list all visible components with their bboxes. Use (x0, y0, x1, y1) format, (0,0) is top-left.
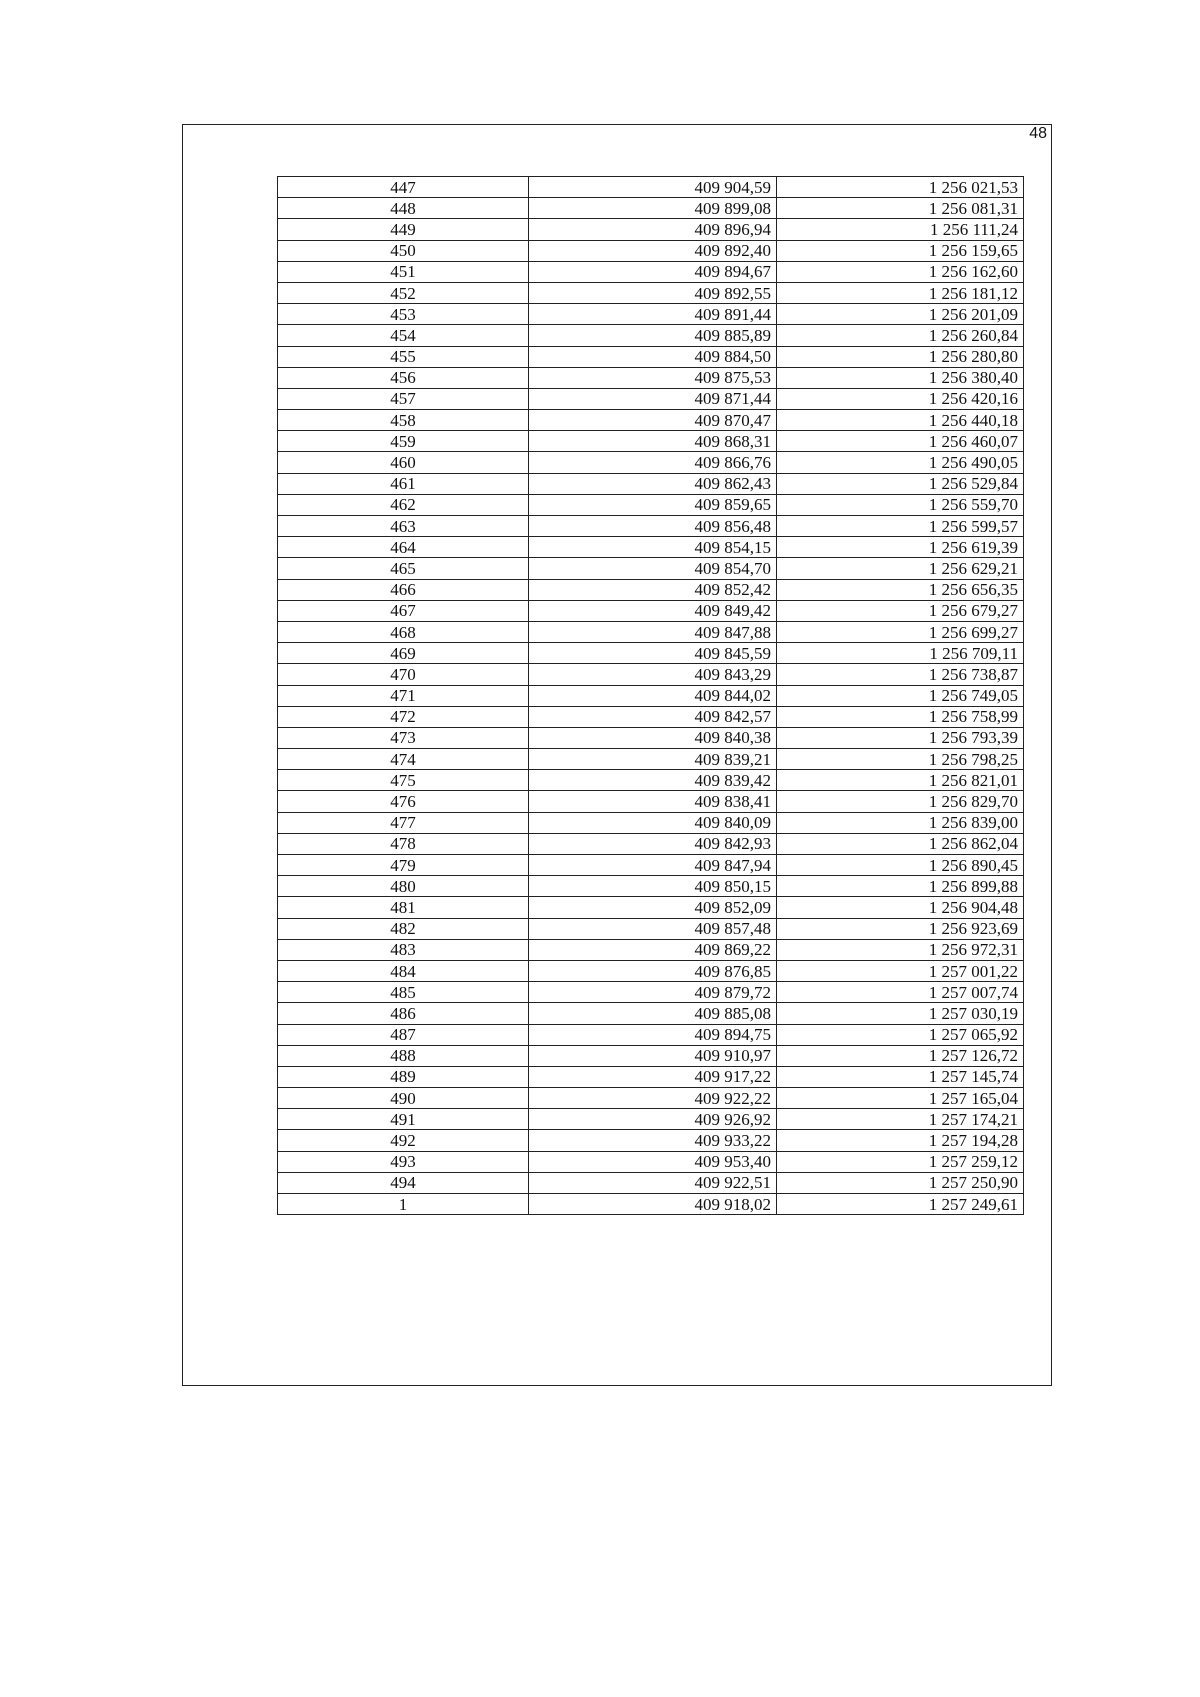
table-row (278, 664, 1024, 685)
x-coordinate-cell: 409 838,41 (529, 791, 777, 812)
y-coordinate-cell: 1 257 250,90 (777, 1172, 1024, 1193)
table-row (278, 791, 1024, 812)
x-coordinate-cell: 409 891,44 (529, 304, 777, 325)
point-number-cell: 457 (278, 388, 529, 409)
point-number-cell: 476 (278, 791, 529, 812)
x-coordinate-cell: 409 953,40 (529, 1151, 777, 1172)
y-coordinate-cell: 1 256 709,11 (777, 643, 1024, 664)
y-coordinate-cell: 1 256 629,21 (777, 558, 1024, 579)
table-row (278, 685, 1024, 706)
table-row (278, 939, 1024, 960)
point-number-cell: 447 (278, 177, 529, 198)
table-row (278, 240, 1024, 261)
point-number-cell: 469 (278, 643, 529, 664)
table-row (278, 1151, 1024, 1172)
y-coordinate-cell: 1 256 021,53 (777, 177, 1024, 198)
point-number-cell: 473 (278, 727, 529, 748)
point-number-cell: 459 (278, 431, 529, 452)
point-number-cell: 479 (278, 855, 529, 876)
point-number-cell: 1 (278, 1194, 529, 1215)
table-row (278, 918, 1024, 939)
y-coordinate-cell: 1 256 839,00 (777, 812, 1024, 833)
point-number-cell: 478 (278, 833, 529, 854)
point-number-cell: 464 (278, 537, 529, 558)
table-row (278, 198, 1024, 219)
y-coordinate-cell: 1 256 679,27 (777, 600, 1024, 621)
point-number-cell: 493 (278, 1151, 529, 1172)
table-row (278, 1109, 1024, 1130)
point-number-cell: 490 (278, 1088, 529, 1109)
y-coordinate-cell: 1 257 145,74 (777, 1066, 1024, 1087)
y-coordinate-cell: 1 256 201,09 (777, 304, 1024, 325)
x-coordinate-cell: 409 910,97 (529, 1045, 777, 1066)
table-row (278, 367, 1024, 388)
point-number-cell: 456 (278, 367, 529, 388)
y-coordinate-cell: 1 257 249,61 (777, 1194, 1024, 1215)
table-row (278, 833, 1024, 854)
y-coordinate-cell: 1 257 065,92 (777, 1024, 1024, 1045)
point-number-cell: 466 (278, 579, 529, 600)
table-row (278, 261, 1024, 282)
y-coordinate-cell: 1 256 619,39 (777, 537, 1024, 558)
x-coordinate-cell: 409 879,72 (529, 982, 777, 1003)
x-coordinate-cell: 409 840,09 (529, 812, 777, 833)
table-row (278, 473, 1024, 494)
y-coordinate-cell: 1 256 529,84 (777, 473, 1024, 494)
table-row (278, 537, 1024, 558)
y-coordinate-cell: 1 257 259,12 (777, 1151, 1024, 1172)
y-coordinate-cell: 1 256 904,48 (777, 897, 1024, 918)
table-row (278, 282, 1024, 303)
table-row (278, 388, 1024, 409)
y-coordinate-cell: 1 256 829,70 (777, 791, 1024, 812)
point-number-cell: 486 (278, 1003, 529, 1024)
point-number-cell: 454 (278, 325, 529, 346)
point-number-cell: 489 (278, 1066, 529, 1087)
x-coordinate-cell: 409 854,70 (529, 558, 777, 579)
x-coordinate-cell: 409 856,48 (529, 516, 777, 537)
y-coordinate-cell: 1 257 174,21 (777, 1109, 1024, 1130)
x-coordinate-cell: 409 866,76 (529, 452, 777, 473)
point-number-cell: 449 (278, 219, 529, 240)
point-number-cell: 474 (278, 749, 529, 770)
point-number-cell: 465 (278, 558, 529, 579)
table-row (278, 643, 1024, 664)
point-number-cell: 458 (278, 410, 529, 431)
point-number-cell: 470 (278, 664, 529, 685)
x-coordinate-cell: 409 862,43 (529, 473, 777, 494)
point-number-cell: 471 (278, 685, 529, 706)
table-row (278, 516, 1024, 537)
x-coordinate-cell: 409 933,22 (529, 1130, 777, 1151)
point-number-cell: 448 (278, 198, 529, 219)
point-number-cell: 492 (278, 1130, 529, 1151)
x-coordinate-cell: 409 843,29 (529, 664, 777, 685)
x-coordinate-cell: 409 904,59 (529, 177, 777, 198)
table-row (278, 346, 1024, 367)
point-number-cell: 484 (278, 960, 529, 981)
y-coordinate-cell: 1 256 656,35 (777, 579, 1024, 600)
y-coordinate-cell: 1 256 890,45 (777, 855, 1024, 876)
x-coordinate-cell: 409 839,21 (529, 749, 777, 770)
y-coordinate-cell: 1 257 001,22 (777, 960, 1024, 981)
table-row (278, 727, 1024, 748)
x-coordinate-cell: 409 876,85 (529, 960, 777, 981)
table-row (278, 1194, 1024, 1215)
table-row (278, 1003, 1024, 1024)
table-row (278, 982, 1024, 1003)
point-number-cell: 475 (278, 770, 529, 791)
table-row (278, 749, 1024, 770)
table-row (278, 706, 1024, 727)
coordinates-table (277, 176, 1024, 1215)
y-coordinate-cell: 1 256 111,24 (777, 219, 1024, 240)
y-coordinate-cell: 1 257 165,04 (777, 1088, 1024, 1109)
x-coordinate-cell: 409 871,44 (529, 388, 777, 409)
y-coordinate-cell: 1 256 280,80 (777, 346, 1024, 367)
x-coordinate-cell: 409 842,93 (529, 833, 777, 854)
y-coordinate-cell: 1 256 181,12 (777, 282, 1024, 303)
table-row (278, 960, 1024, 981)
y-coordinate-cell: 1 256 380,40 (777, 367, 1024, 388)
x-coordinate-cell: 409 857,48 (529, 918, 777, 939)
point-number-cell: 482 (278, 918, 529, 939)
x-coordinate-cell: 409 917,22 (529, 1066, 777, 1087)
y-coordinate-cell: 1 256 793,39 (777, 727, 1024, 748)
y-coordinate-cell: 1 256 559,70 (777, 494, 1024, 515)
table-row (278, 855, 1024, 876)
table-row (278, 1024, 1024, 1045)
y-coordinate-cell: 1 256 749,05 (777, 685, 1024, 706)
x-coordinate-cell: 409 850,15 (529, 876, 777, 897)
y-coordinate-cell: 1 256 862,04 (777, 833, 1024, 854)
point-number-cell: 467 (278, 600, 529, 621)
x-coordinate-cell: 409 847,94 (529, 855, 777, 876)
y-coordinate-cell: 1 256 738,87 (777, 664, 1024, 685)
page-number: 48 (1029, 125, 1047, 142)
x-coordinate-cell: 409 875,53 (529, 367, 777, 388)
table-row (278, 812, 1024, 833)
y-coordinate-cell: 1 256 923,69 (777, 918, 1024, 939)
table-row (278, 219, 1024, 240)
table-row (278, 1045, 1024, 1066)
point-number-cell: 453 (278, 304, 529, 325)
x-coordinate-cell: 409 842,57 (529, 706, 777, 727)
table-row (278, 410, 1024, 431)
y-coordinate-cell: 1 256 420,16 (777, 388, 1024, 409)
y-coordinate-cell: 1 257 030,19 (777, 1003, 1024, 1024)
table-row (278, 304, 1024, 325)
table-row (278, 325, 1024, 346)
table-row (278, 431, 1024, 452)
x-coordinate-cell: 409 852,42 (529, 579, 777, 600)
coordinates-table-body (278, 177, 1024, 1215)
point-number-cell: 494 (278, 1172, 529, 1193)
x-coordinate-cell: 409 840,38 (529, 727, 777, 748)
table-row (278, 897, 1024, 918)
x-coordinate-cell: 409 869,22 (529, 939, 777, 960)
table-row (278, 1130, 1024, 1151)
point-number-cell: 463 (278, 516, 529, 537)
y-coordinate-cell: 1 256 599,57 (777, 516, 1024, 537)
point-number-cell: 488 (278, 1045, 529, 1066)
y-coordinate-cell: 1 256 972,31 (777, 939, 1024, 960)
x-coordinate-cell: 409 922,22 (529, 1088, 777, 1109)
point-number-cell: 461 (278, 473, 529, 494)
table-row (278, 1088, 1024, 1109)
y-coordinate-cell: 1 256 798,25 (777, 749, 1024, 770)
y-coordinate-cell: 1 257 007,74 (777, 982, 1024, 1003)
table-row (278, 1066, 1024, 1087)
point-number-cell: 451 (278, 261, 529, 282)
point-number-cell: 472 (278, 706, 529, 727)
y-coordinate-cell: 1 256 490,05 (777, 452, 1024, 473)
y-coordinate-cell: 1 256 899,88 (777, 876, 1024, 897)
x-coordinate-cell: 409 896,94 (529, 219, 777, 240)
point-number-cell: 462 (278, 494, 529, 515)
point-number-cell: 481 (278, 897, 529, 918)
x-coordinate-cell: 409 885,89 (529, 325, 777, 346)
x-coordinate-cell: 409 884,50 (529, 346, 777, 367)
x-coordinate-cell: 409 859,65 (529, 494, 777, 515)
table-row (278, 452, 1024, 473)
table-row (278, 600, 1024, 621)
x-coordinate-cell: 409 845,59 (529, 643, 777, 664)
table-row (278, 558, 1024, 579)
x-coordinate-cell: 409 849,42 (529, 600, 777, 621)
x-coordinate-cell: 409 852,09 (529, 897, 777, 918)
y-coordinate-cell: 1 256 699,27 (777, 621, 1024, 642)
y-coordinate-cell: 1 256 758,99 (777, 706, 1024, 727)
table-row (278, 770, 1024, 791)
x-coordinate-cell: 409 926,92 (529, 1109, 777, 1130)
y-coordinate-cell: 1 256 821,01 (777, 770, 1024, 791)
point-number-cell: 450 (278, 240, 529, 261)
table-row (278, 1172, 1024, 1193)
y-coordinate-cell: 1 257 194,28 (777, 1130, 1024, 1151)
point-number-cell: 491 (278, 1109, 529, 1130)
table-row (278, 876, 1024, 897)
x-coordinate-cell: 409 854,15 (529, 537, 777, 558)
y-coordinate-cell: 1 256 159,65 (777, 240, 1024, 261)
y-coordinate-cell: 1 256 260,84 (777, 325, 1024, 346)
x-coordinate-cell: 409 894,67 (529, 261, 777, 282)
point-number-cell: 480 (278, 876, 529, 897)
table-row (278, 579, 1024, 600)
x-coordinate-cell: 409 885,08 (529, 1003, 777, 1024)
point-number-cell: 468 (278, 621, 529, 642)
y-coordinate-cell: 1 256 440,18 (777, 410, 1024, 431)
x-coordinate-cell: 409 894,75 (529, 1024, 777, 1045)
x-coordinate-cell: 409 892,55 (529, 282, 777, 303)
x-coordinate-cell: 409 847,88 (529, 621, 777, 642)
point-number-cell: 455 (278, 346, 529, 367)
y-coordinate-cell: 1 256 081,31 (777, 198, 1024, 219)
table-row (278, 177, 1024, 198)
point-number-cell: 452 (278, 282, 529, 303)
x-coordinate-cell: 409 892,40 (529, 240, 777, 261)
x-coordinate-cell: 409 844,02 (529, 685, 777, 706)
y-coordinate-cell: 1 256 162,60 (777, 261, 1024, 282)
x-coordinate-cell: 409 868,31 (529, 431, 777, 452)
x-coordinate-cell: 409 922,51 (529, 1172, 777, 1193)
point-number-cell: 487 (278, 1024, 529, 1045)
point-number-cell: 485 (278, 982, 529, 1003)
x-coordinate-cell: 409 870,47 (529, 410, 777, 431)
table-row (278, 494, 1024, 515)
point-number-cell: 460 (278, 452, 529, 473)
table-row (278, 621, 1024, 642)
point-number-cell: 483 (278, 939, 529, 960)
x-coordinate-cell: 409 899,08 (529, 198, 777, 219)
point-number-cell: 477 (278, 812, 529, 833)
x-coordinate-cell: 409 918,02 (529, 1194, 777, 1215)
y-coordinate-cell: 1 257 126,72 (777, 1045, 1024, 1066)
y-coordinate-cell: 1 256 460,07 (777, 431, 1024, 452)
x-coordinate-cell: 409 839,42 (529, 770, 777, 791)
